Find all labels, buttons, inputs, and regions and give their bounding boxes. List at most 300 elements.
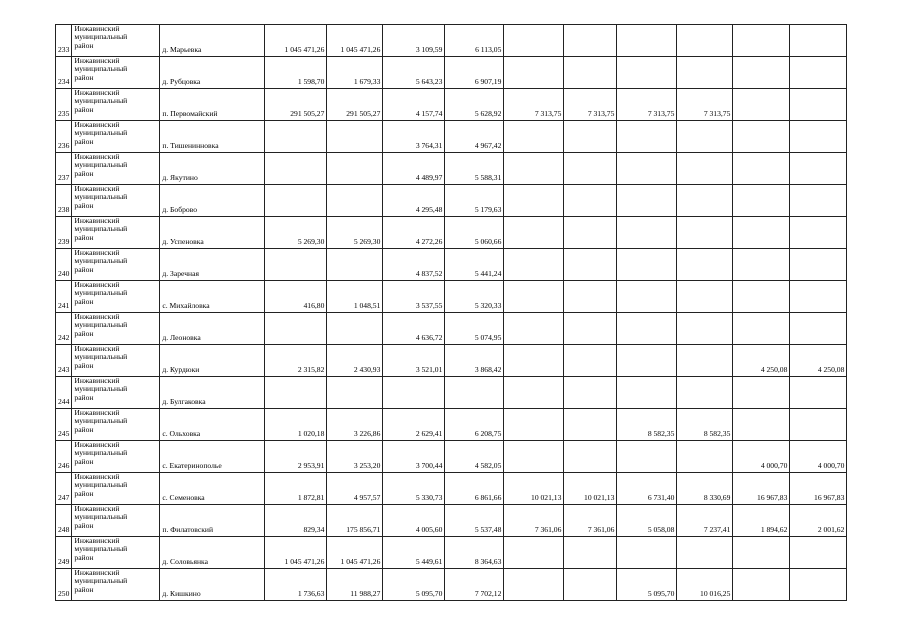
value-cell [790,377,847,409]
value-cell: 3 764,31 [383,121,445,153]
value-cell [564,313,617,345]
district-label-line: муниципальный [74,32,128,42]
value-cell: 5 179,63 [445,185,504,217]
table-row [56,217,847,249]
value-cell [327,153,383,185]
settlement-name: с. Семеновка [160,473,265,505]
value-cell: 1 872,81 [265,473,327,505]
district-label-line: район [74,296,94,306]
settlement-name: с. Екатеринополье [160,441,265,473]
value-cell [564,569,617,601]
district-label-line: муниципальный [74,320,128,330]
district-label-line: район [74,200,94,210]
value-cell [265,313,327,345]
value-cell: 2 315,82 [265,345,327,377]
row-number: 246 [56,441,72,473]
settlement-name: д. Марьевка [160,25,265,57]
value-cell: 11 988,27 [327,569,383,601]
table-row [56,281,847,313]
value-cell [677,121,733,153]
district-cell [72,441,160,473]
district-label-line: Инжавинский [74,344,120,353]
row-number: 234 [56,57,72,89]
row-number: 243 [56,345,72,377]
settlement-name: д. Заречная [160,249,265,281]
district-cell [72,153,160,185]
row-number: 233 [56,25,72,57]
value-cell: 7 313,75 [564,89,617,121]
value-cell [383,377,445,409]
row-number: 241 [56,281,72,313]
district-label-line: Инжавинский [74,504,120,513]
value-cell: 3 537,55 [383,281,445,313]
value-cell: 4 957,57 [327,473,383,505]
value-cell [733,377,790,409]
value-cell [617,441,677,473]
district-label-line: муниципальный [74,448,128,458]
value-cell: 3 700,44 [383,441,445,473]
settlement-name: д. Булгаковка [160,377,265,409]
row-number: 238 [56,185,72,217]
district-cell [72,281,160,313]
district-label-line: Инжавинский [74,280,120,289]
value-cell [677,57,733,89]
value-cell: 291 505,27 [265,89,327,121]
district-cell [72,185,160,217]
district-label-line: Инжавинский [74,152,120,161]
district-label-line: Инжавинский [74,216,120,225]
settlement-name: д. Курдюки [160,345,265,377]
value-cell: 829,34 [265,505,327,537]
district-cell [72,505,160,537]
district-label-line: Инжавинский [74,88,120,97]
district-label-line: Инжавинский [74,312,120,321]
table-row [56,121,847,153]
value-cell: 1 045 471,26 [265,25,327,57]
district-label-line: Инжавинский [74,248,120,257]
district-label-line: район [74,584,94,594]
district-label-line: район [74,360,94,370]
value-cell [790,25,847,57]
table-row [56,505,847,537]
district-label-line: муниципальный [74,352,128,362]
district-label-line: муниципальный [74,384,128,394]
value-cell: 5 330,73 [383,473,445,505]
district-label-line: муниципальный [74,416,128,426]
value-cell [733,217,790,249]
value-cell: 5 060,66 [445,217,504,249]
value-cell [733,89,790,121]
value-cell [790,313,847,345]
district-label-line: Инжавинский [74,472,120,481]
value-cell: 10 021,13 [564,473,617,505]
value-cell [733,25,790,57]
table-row [56,249,847,281]
value-cell [677,537,733,569]
value-cell: 5 095,70 [617,569,677,601]
value-cell: 6 208,75 [445,409,504,441]
table-row [56,185,847,217]
value-cell [564,25,617,57]
value-cell [504,345,564,377]
value-cell [564,441,617,473]
value-cell: 4 582,05 [445,441,504,473]
value-cell: 4 157,74 [383,89,445,121]
value-cell: 1 736,63 [265,569,327,601]
value-cell [564,185,617,217]
value-cell [790,281,847,313]
district-label-line: муниципальный [74,224,128,234]
value-cell: 5 628,92 [445,89,504,121]
value-cell [733,313,790,345]
value-cell [677,345,733,377]
value-cell: 4 295,48 [383,185,445,217]
district-cell [72,121,160,153]
row-number: 250 [56,569,72,601]
value-cell [327,313,383,345]
value-cell [677,217,733,249]
value-cell: 175 856,71 [327,505,383,537]
district-label-line: Инжавинский [74,376,120,385]
value-cell [504,25,564,57]
value-cell: 8 330,69 [677,473,733,505]
row-number: 239 [56,217,72,249]
value-cell [790,409,847,441]
district-cell [72,249,160,281]
value-cell: 4 272,26 [383,217,445,249]
value-cell: 16 967,83 [733,473,790,505]
settlement-name: д. Кишкино [160,569,265,601]
district-cell [72,89,160,121]
value-cell [504,249,564,281]
row-number: 244 [56,377,72,409]
district-cell [72,25,160,57]
value-cell: 1 045 471,26 [327,537,383,569]
value-cell: 2 430,93 [327,345,383,377]
value-cell: 2 001,62 [790,505,847,537]
district-label-line: район [74,136,94,146]
settlement-name: д. Боброво [160,185,265,217]
row-number: 240 [56,249,72,281]
value-cell [617,57,677,89]
district-label-line: муниципальный [74,192,128,202]
value-cell [617,377,677,409]
value-cell: 3 109,59 [383,25,445,57]
value-cell [504,57,564,89]
value-cell [265,121,327,153]
table-row [56,313,847,345]
district-cell [72,473,160,505]
value-cell: 4 967,42 [445,121,504,153]
value-cell [504,569,564,601]
value-cell: 7 237,41 [677,505,733,537]
value-cell [617,25,677,57]
value-cell: 7 361,06 [504,505,564,537]
value-cell [504,441,564,473]
district-label-line: район [74,264,94,274]
value-cell: 3 868,42 [445,345,504,377]
settlement-name: с. Михайловка [160,281,265,313]
value-cell [564,409,617,441]
value-cell [265,377,327,409]
value-cell [677,153,733,185]
row-number: 247 [56,473,72,505]
value-cell: 1 894,62 [733,505,790,537]
value-cell [504,313,564,345]
district-label-line: Инжавинский [74,568,120,577]
value-cell: 7 313,75 [617,89,677,121]
value-cell [327,121,383,153]
row-number: 242 [56,313,72,345]
value-cell: 5 058,08 [617,505,677,537]
district-label-line: муниципальный [74,160,128,170]
value-cell: 5 449,61 [383,537,445,569]
value-cell [617,217,677,249]
value-cell [504,121,564,153]
settlement-name: п. Первомайский [160,89,265,121]
district-cell [72,313,160,345]
district-label-line: муниципальный [74,576,128,586]
row-number: 237 [56,153,72,185]
row-number: 235 [56,89,72,121]
value-cell [677,313,733,345]
table-row [56,409,847,441]
table-row [56,345,847,377]
value-cell: 8 582,35 [617,409,677,441]
value-cell [265,249,327,281]
district-label-line: муниципальный [74,64,128,74]
value-cell [564,345,617,377]
district-cell [72,377,160,409]
table-row [56,441,847,473]
value-cell [504,377,564,409]
district-label-line: Инжавинский [74,184,120,193]
value-cell [677,377,733,409]
value-cell: 2 629,41 [383,409,445,441]
value-cell [564,217,617,249]
settlement-name: с. Ольховка [160,409,265,441]
district-label-line: район [74,40,94,50]
value-cell: 6 113,05 [445,25,504,57]
value-cell [617,281,677,313]
row-number: 249 [56,537,72,569]
value-cell [564,249,617,281]
value-cell: 5 441,24 [445,249,504,281]
value-cell [790,57,847,89]
value-cell: 6 861,66 [445,473,504,505]
value-cell [617,249,677,281]
value-cell [733,57,790,89]
table-row [56,377,847,409]
value-cell [504,185,564,217]
value-cell [504,281,564,313]
district-label-line: район [74,520,94,530]
value-cell [564,121,617,153]
table-row [56,25,847,57]
row-number: 245 [56,409,72,441]
value-cell: 10 021,13 [504,473,564,505]
district-label-line: район [74,552,94,562]
district-label-line: Инжавинский [74,120,120,129]
value-cell: 16 967,83 [790,473,847,505]
district-label-line: Инжавинский [74,440,120,449]
value-cell: 5 320,33 [445,281,504,313]
value-cell [617,345,677,377]
district-label-line: Инжавинский [74,536,120,545]
district-label-line: район [74,168,94,178]
value-cell: 3 253,20 [327,441,383,473]
value-cell: 1 045 471,26 [265,537,327,569]
table-row [56,537,847,569]
value-cell [327,185,383,217]
settlement-name: д. Якутино [160,153,265,185]
value-cell: 4 000,70 [790,441,847,473]
district-label-line: район [74,488,94,498]
district-label-line: муниципальный [74,544,128,554]
value-cell: 4 000,70 [733,441,790,473]
district-label-line: Инжавинский [74,56,120,65]
value-cell: 291 505,27 [327,89,383,121]
value-cell [790,249,847,281]
value-cell: 4 489,97 [383,153,445,185]
table-row [56,153,847,185]
value-cell [733,153,790,185]
row-number: 248 [56,505,72,537]
value-cell: 1 048,51 [327,281,383,313]
value-cell [677,441,733,473]
table-row [56,473,847,505]
value-cell: 5 269,30 [327,217,383,249]
value-cell [504,217,564,249]
value-cell: 6 731,40 [617,473,677,505]
value-cell [564,377,617,409]
district-label-line: муниципальный [74,96,128,106]
tariff-table [55,24,847,601]
value-cell [790,121,847,153]
value-cell [733,121,790,153]
table-row [56,57,847,89]
value-cell [564,153,617,185]
value-cell: 1 020,18 [265,409,327,441]
value-cell: 5 269,30 [265,217,327,249]
district-cell [72,345,160,377]
value-cell [504,153,564,185]
value-cell: 7 313,75 [677,89,733,121]
district-label-line: район [74,456,94,466]
value-cell [790,537,847,569]
value-cell [617,185,677,217]
value-cell: 4 250,08 [790,345,847,377]
value-cell [265,185,327,217]
settlement-name: д. Соловьянка [160,537,265,569]
district-label-line: муниципальный [74,512,128,522]
value-cell: 7 313,75 [504,89,564,121]
value-cell: 8 582,35 [677,409,733,441]
district-label-line: муниципальный [74,128,128,138]
value-cell: 5 074,95 [445,313,504,345]
value-cell [733,569,790,601]
value-cell [677,25,733,57]
row-number: 236 [56,121,72,153]
value-cell: 3 521,01 [383,345,445,377]
value-cell [617,153,677,185]
value-cell [504,537,564,569]
value-cell: 3 226,86 [327,409,383,441]
value-cell: 5 537,48 [445,505,504,537]
value-cell: 1 045 471,26 [327,25,383,57]
value-cell [445,377,504,409]
table-row [56,89,847,121]
value-cell [564,537,617,569]
value-cell [617,121,677,153]
value-cell [265,153,327,185]
value-cell: 8 364,63 [445,537,504,569]
value-cell [677,281,733,313]
settlement-name: д. Рубцовка [160,57,265,89]
value-cell [733,281,790,313]
district-label-line: район [74,104,94,114]
value-cell [790,185,847,217]
settlement-name: п. Филатовский [160,505,265,537]
value-cell [790,217,847,249]
settlement-name: д. Леоновка [160,313,265,345]
value-cell: 4 636,72 [383,313,445,345]
value-cell [733,409,790,441]
value-cell [327,249,383,281]
value-cell: 5 643,23 [383,57,445,89]
district-label-line: муниципальный [74,480,128,490]
value-cell: 1 679,33 [327,57,383,89]
value-cell [790,569,847,601]
district-label-line: район [74,72,94,82]
district-cell [72,537,160,569]
district-label-line: муниципальный [74,288,128,298]
value-cell: 7 361,06 [564,505,617,537]
value-cell: 5 095,70 [383,569,445,601]
value-cell [790,153,847,185]
value-cell [564,57,617,89]
settlement-name: д. Успеновка [160,217,265,249]
value-cell: 1 598,70 [265,57,327,89]
district-label-line: район [74,392,94,402]
value-cell: 4 837,52 [383,249,445,281]
district-cell [72,217,160,249]
district-label-line: Инжавинский [74,408,120,417]
district-cell [72,409,160,441]
value-cell: 2 953,91 [265,441,327,473]
value-cell: 4 250,08 [733,345,790,377]
value-cell: 10 016,25 [677,569,733,601]
district-label-line: район [74,424,94,434]
value-cell [564,281,617,313]
value-cell [677,249,733,281]
district-label-line: район [74,232,94,242]
value-cell [733,249,790,281]
table-body [56,25,847,601]
district-label-line: муниципальный [74,256,128,266]
district-label-line: район [74,328,94,338]
value-cell [733,185,790,217]
value-cell: 5 588,31 [445,153,504,185]
value-cell [504,409,564,441]
value-cell [733,537,790,569]
value-cell: 4 005,60 [383,505,445,537]
value-cell [617,537,677,569]
value-cell: 416,80 [265,281,327,313]
district-cell [72,569,160,601]
district-label-line: Инжавинский [74,24,120,33]
district-cell [72,57,160,89]
